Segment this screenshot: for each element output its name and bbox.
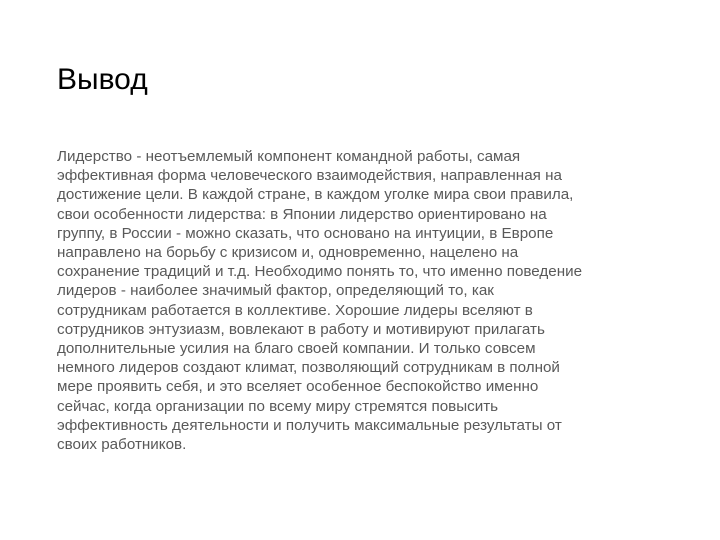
body-line: сохранение традиций и т.д. Необходимо понять то, что именно поведение: [57, 263, 583, 281]
body-line: достижение цели. В каждой стране, в каждом уголке мира свои правила,: [57, 186, 574, 204]
body-line: сейчас, когда организации по всему миру стремятся повысить: [57, 397, 499, 415]
body-line: сотрудников энтузиазм, вовлекают в работу и мотивируют прилагать: [57, 320, 545, 338]
body-line: эффективность деятельности и получить максимальные результаты от: [57, 416, 562, 434]
body-line: лидеров - наиболее значимый фактор, определяющий то, как: [57, 282, 494, 300]
body-line: мере проявить себя, и это вселяет особенное беспокойство именно: [57, 378, 539, 396]
slide-title: Вывод: [57, 63, 148, 96]
body-line: свои особенности лидерства: в Японии лидерство ориентировано на: [57, 205, 547, 223]
body-line: направлено на борьбу с кризисом и, одновременно, нацелено на: [57, 244, 519, 262]
body-line: своих работников.: [57, 436, 187, 454]
body-line: эффективная форма человеческого взаимодействия, направленная на: [57, 167, 562, 185]
body-line: дополнительные усилия на благо своей компании. И только совсем: [57, 340, 536, 358]
body-line: немного лидеров создают климат, позволяющий сотрудникам в полной: [57, 359, 560, 377]
body-line: группу, в России - можно сказать, что основано на интуиции, в Европе: [57, 224, 554, 242]
body-line: Лидерство - неотъемлемый компонент командной работы, самая: [57, 148, 521, 165]
body-line: сотрудникам работается в коллективе. Хорошие лидеры вселяют в: [57, 301, 533, 319]
slide-body-text: [57, 147, 677, 454]
